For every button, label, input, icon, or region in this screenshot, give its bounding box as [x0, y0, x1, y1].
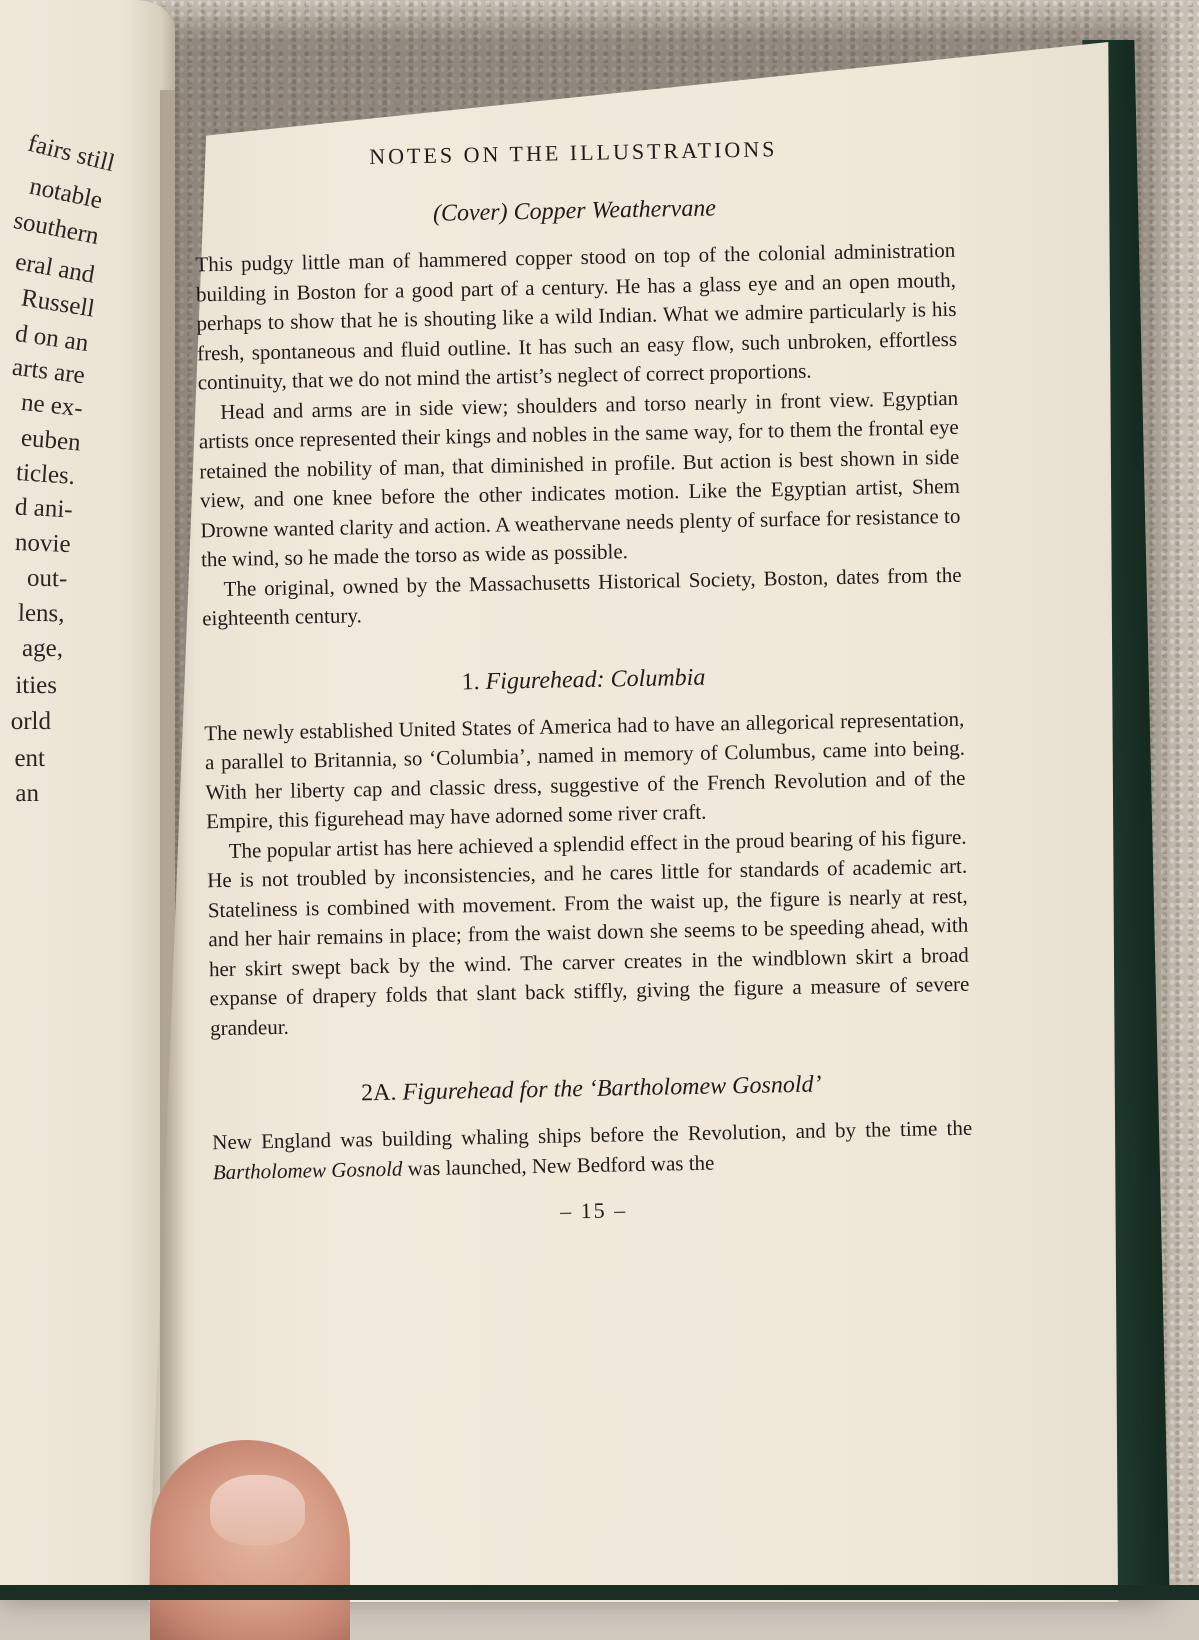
paragraph: The popular artist has here achieved a splendid effect in the proud bearing of his figure. He is not troubled by inconsistencies, and he cares little for standards of academic art. Stateliness is combined with movement. From the waist up, the figure is nearly at rest, and her hair remains in place; from the waist down she seems to be speeding ahead, with her skirt swept back by the wind. The carver creates in the windblown skirt a broad expanse of drapery folds that slant back stiffly, giving the figure a measure of severe grandeur. [207, 824, 970, 1040]
section-title-cover [194, 191, 954, 233]
thumbnail-nail [210, 1475, 305, 1545]
running-head: NOTES ON THE ILLUSTRATIONS [369, 136, 778, 170]
left-page-line: eral and [13, 248, 97, 289]
paragraph-text: was launched, New Bedford was the [402, 1150, 715, 1181]
left-page-line: ticles. [15, 458, 76, 491]
left-page-line: Russell [19, 284, 97, 323]
left-page-line: ent [14, 745, 45, 772]
paragraph [212, 1114, 973, 1188]
paragraph: The newly established United States of America had to have an allegorical representation, a parallel to Britannia, so ‘Columbia’, named in memory of Columbus, came into being. With her liberty cap and classic dress, suggestive of the French Revolution and of the Empire, this figurehead may have adorned some river craft. [204, 706, 966, 834]
left-page-line: lens, [18, 599, 66, 628]
paragraph: Head and arms are in side view; shoulders and torso nearly in front view. Egyptian artists once represented their kings and nobles in the same way, for to them the frontal eye retained the nobility of man, that diminished in profile. But action is best shown in side view, and one knee before the other indicates motion. Like the Egyptian artist, Shem Drowne wanted clarity and action. A weathervane needs plenty of surface for resistance to the wind, so he made the torso as wide as possible. [198, 385, 961, 572]
paragraph: The original, owned by the Massachusetts Historical Society, Boston, dates from the eighteenth century. [201, 562, 962, 631]
left-page-line: ities [15, 672, 57, 699]
section-title-text: Figurehead for the ‘Bartholomew Gosnold’ [402, 1071, 822, 1106]
left-page-line: orld [10, 708, 51, 735]
left-page-line: d ani- [14, 493, 74, 524]
left-page-line: euben [20, 424, 83, 457]
page-text-block [193, 133, 974, 1231]
left-page-line: fairs still [24, 129, 118, 178]
section-number: 1. [461, 668, 480, 695]
left-page-line: age, [22, 635, 63, 662]
ship-name: Bartholomew Gosnold [212, 1156, 403, 1184]
left-page-line: an [15, 780, 39, 807]
left-page-line: notable [27, 172, 106, 215]
paragraph-text: New England was building whaling ships before the Revolution, and by the time the [212, 1115, 973, 1155]
section-number: 2A. [360, 1079, 397, 1107]
section-prefix: (Cover) [432, 199, 508, 227]
section-title-text: Figurehead: Columbia [485, 664, 706, 695]
paragraph: This pudgy little man of hammered copper stood on top of the colonial administration building in Boston for a good part of a century. He has a glass eye and an open mouth, perhaps to show that he is shouting like a wild Indian. What we admire particularly is his fresh, spontaneous and fluid outline. It has such an easy flow, such unbroken, effortless continuity, that we do not mind the artist’s neglect of correct proportions. [195, 237, 958, 395]
left-page [0, 0, 175, 1600]
left-page-line: arts are [10, 353, 87, 390]
left-page-line: d on an [13, 320, 91, 357]
book-gutter-shadow [160, 90, 186, 1600]
section-title-2a [211, 1069, 971, 1111]
left-page-line: out- [26, 564, 68, 593]
left-page-line: novie [15, 529, 72, 558]
left-page-line: southern [11, 207, 101, 250]
section-title-text: Copper Weathervane [513, 195, 717, 226]
section-title-1 [203, 659, 963, 701]
book-bottom-edge [0, 1585, 1199, 1600]
page-number: – 15 – [559, 1197, 628, 1224]
left-page-line: ne ex- [20, 388, 85, 423]
